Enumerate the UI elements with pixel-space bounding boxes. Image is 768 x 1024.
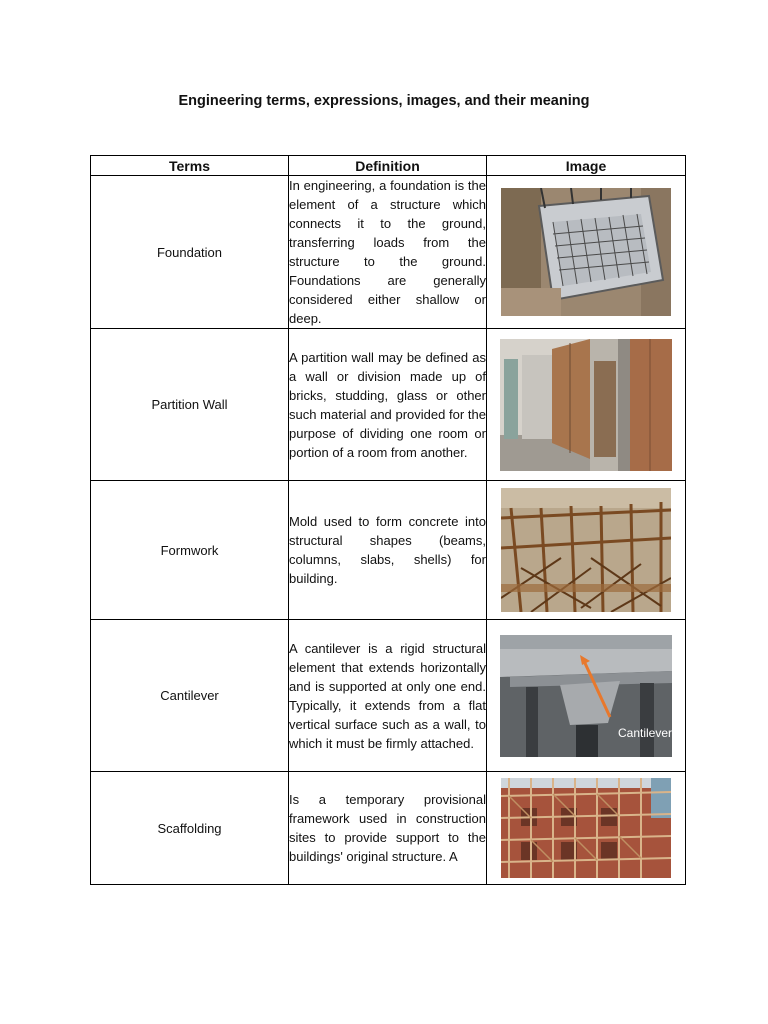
table-header-row [91, 156, 686, 176]
definition-text: A partition wall may be defined as a wall or division made up of bricks, studding, glass or other such material and provided for the purpose of dividing one room or portion of a room from another. [289, 349, 486, 460]
term-cell: Cantilever [91, 620, 289, 772]
image-cell [487, 176, 686, 329]
definition-cell [289, 772, 487, 885]
term-cell: Foundation [91, 176, 289, 329]
definition-text: Is a temporary provisional framework used in construction sites to provide support to the buildings' original structure. A [289, 792, 486, 864]
terms-table [90, 155, 686, 885]
table-row [91, 620, 686, 772]
page-title: Engineering terms, expressions, images, and their meaning [178, 93, 590, 109]
image-cell [487, 329, 686, 481]
definition-text: Mold used to form concrete into structural shapes (beams, columns, slabs, shells) for building. [289, 514, 486, 586]
definition-cell [289, 176, 487, 329]
term-cell: Scaffolding [91, 772, 289, 885]
definition-cell [289, 329, 487, 481]
header-terms: Terms [91, 156, 289, 176]
table-row [91, 772, 686, 885]
term-cell: Partition Wall [91, 329, 289, 481]
partition-wall-image [500, 339, 672, 471]
header-image: Image [487, 156, 686, 176]
table-row [91, 329, 686, 481]
table-row [91, 176, 686, 329]
image-cell [487, 620, 686, 772]
definition-cell [289, 481, 487, 620]
table-row [91, 481, 686, 620]
formwork-image [501, 488, 671, 612]
definition-text: In engineering, a foundation is the element of a structure which connects it to the ground, transferring loads from the structure to the ground. Foundations are generally considered either shallow or deep. [289, 178, 486, 326]
cantilever-image [500, 635, 672, 757]
cantilever-caption: Cantilever [618, 725, 672, 740]
foundation-image [501, 188, 671, 316]
header-definition: Definition [289, 156, 487, 176]
image-cell [487, 772, 686, 885]
term-cell: Formwork [91, 481, 289, 620]
image-cell [487, 481, 686, 620]
definition-text: A cantilever is a rigid structural element that extends horizontally and is supported at only one end. Typically, it extends from a flat vertical surface such as a wall, to which it must be firmly attached. [289, 640, 486, 751]
definition-cell [289, 620, 487, 772]
scaffolding-image [501, 778, 671, 878]
